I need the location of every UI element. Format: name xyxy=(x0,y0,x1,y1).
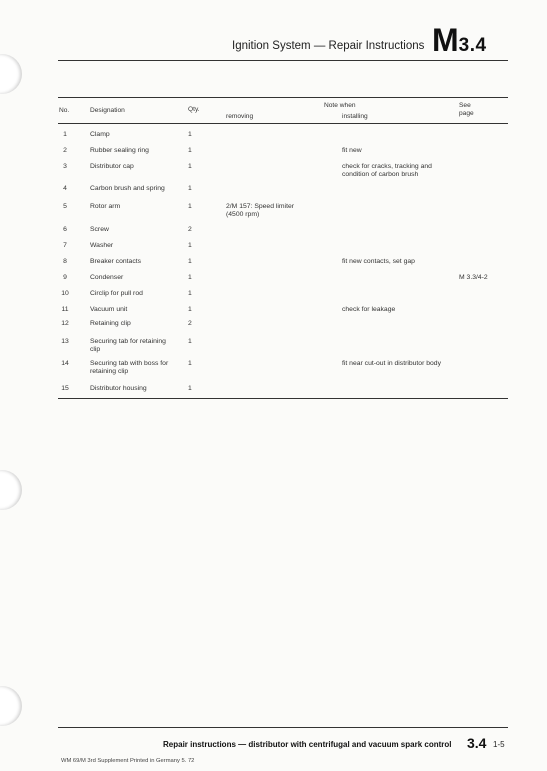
row-qty: 1 xyxy=(188,242,192,249)
col-no-header: No. xyxy=(59,107,70,114)
punch-hole-top xyxy=(0,54,22,94)
table-header-rule xyxy=(58,123,508,124)
row-no: 12 xyxy=(61,320,69,327)
row-no: 4 xyxy=(63,185,67,192)
row-designation: Clamp xyxy=(90,131,110,138)
row-removing: 2/M 157: Speed limiter (4500 rpm) xyxy=(226,203,295,219)
row-no: 15 xyxy=(61,385,69,392)
footer-page-number: 1-5 xyxy=(493,740,505,749)
row-designation: Screw xyxy=(90,226,109,233)
row-qty: 1 xyxy=(188,147,192,154)
row-designation: Securing tab for retaining clip xyxy=(90,338,166,354)
table-bottom-rule xyxy=(58,398,508,399)
footer-title: Repair instructions — distributor with centrifugal and vacuum spark control xyxy=(163,740,452,749)
row-installing: fit new xyxy=(342,147,362,154)
header-rule xyxy=(58,60,508,61)
row-designation: Distributor cap xyxy=(90,163,134,170)
punch-hole-middle xyxy=(0,470,22,510)
col-see-header: See xyxy=(459,102,471,109)
row-no: 5 xyxy=(63,203,67,210)
row-designation: Rotor arm xyxy=(90,203,121,210)
row-no: 13 xyxy=(61,338,69,345)
footer-section-code: 3.4 xyxy=(467,735,487,751)
row-designation: Distributor housing xyxy=(90,385,147,392)
row-designation: Vacuum unit xyxy=(90,306,128,313)
col-note-when-header: Note when xyxy=(324,102,356,109)
row-no: 1 xyxy=(63,131,67,138)
row-installing: check for leakage xyxy=(342,306,396,313)
row-qty: 1 xyxy=(188,290,192,297)
row-qty: 1 xyxy=(188,131,192,138)
row-designation: Breaker contacts xyxy=(90,258,141,265)
row-qty: 1 xyxy=(188,306,192,313)
col-designation-header: Designation xyxy=(90,107,125,114)
row-no: 3 xyxy=(63,163,67,170)
row-no: 7 xyxy=(63,242,67,249)
row-see-page: M 3.3/4-2 xyxy=(459,274,488,281)
row-no: 14 xyxy=(61,360,69,367)
punch-hole-bottom xyxy=(0,686,22,726)
row-designation: Retaining clip xyxy=(90,320,131,327)
page-title: Ignition System — Repair Instructions xyxy=(232,40,425,52)
col-qty-header: Qty. xyxy=(188,106,200,113)
section-code xyxy=(432,22,487,59)
row-qty: 1 xyxy=(188,258,192,265)
row-qty: 1 xyxy=(188,274,192,281)
row-qty: 1 xyxy=(188,163,192,170)
row-no: 2 xyxy=(63,147,67,154)
col-page-header: page xyxy=(459,110,474,117)
col-removing-header: removing xyxy=(226,113,254,120)
col-installing-header: installing xyxy=(342,113,368,120)
row-qty: 1 xyxy=(188,338,192,345)
row-designation: Carbon brush and spring xyxy=(90,185,165,192)
section-code-number: 3.4 xyxy=(458,35,487,56)
section-code-letter: M xyxy=(432,22,459,58)
table-top-rule xyxy=(58,97,508,98)
footer-rule xyxy=(58,727,508,728)
row-no: 11 xyxy=(61,306,69,313)
row-qty: 1 xyxy=(188,185,192,192)
row-qty: 1 xyxy=(188,360,192,367)
row-installing: fit near cut-out in distributor body xyxy=(342,360,441,367)
row-qty: 1 xyxy=(188,203,192,210)
row-installing: fit new contacts, set gap xyxy=(342,258,415,265)
row-installing: check for cracks, tracking and condition of carbon brush xyxy=(342,163,432,179)
row-qty: 2 xyxy=(188,320,192,327)
row-qty: 2 xyxy=(188,226,192,233)
row-qty: 1 xyxy=(188,385,192,392)
row-no: 9 xyxy=(63,274,67,281)
row-no: 10 xyxy=(61,290,69,297)
row-designation: Circlip for pull rod xyxy=(90,290,143,297)
print-line: WM 69/M 3rd Supplement Printed in Germany 5. 72 xyxy=(61,758,195,764)
row-designation: Rubber sealing ring xyxy=(90,147,149,154)
row-designation: Washer xyxy=(90,242,114,249)
row-no: 8 xyxy=(63,258,67,265)
row-designation: Securing tab with boss for retaining clip xyxy=(90,360,169,376)
row-no: 6 xyxy=(63,226,67,233)
row-designation: Condenser xyxy=(90,274,124,281)
